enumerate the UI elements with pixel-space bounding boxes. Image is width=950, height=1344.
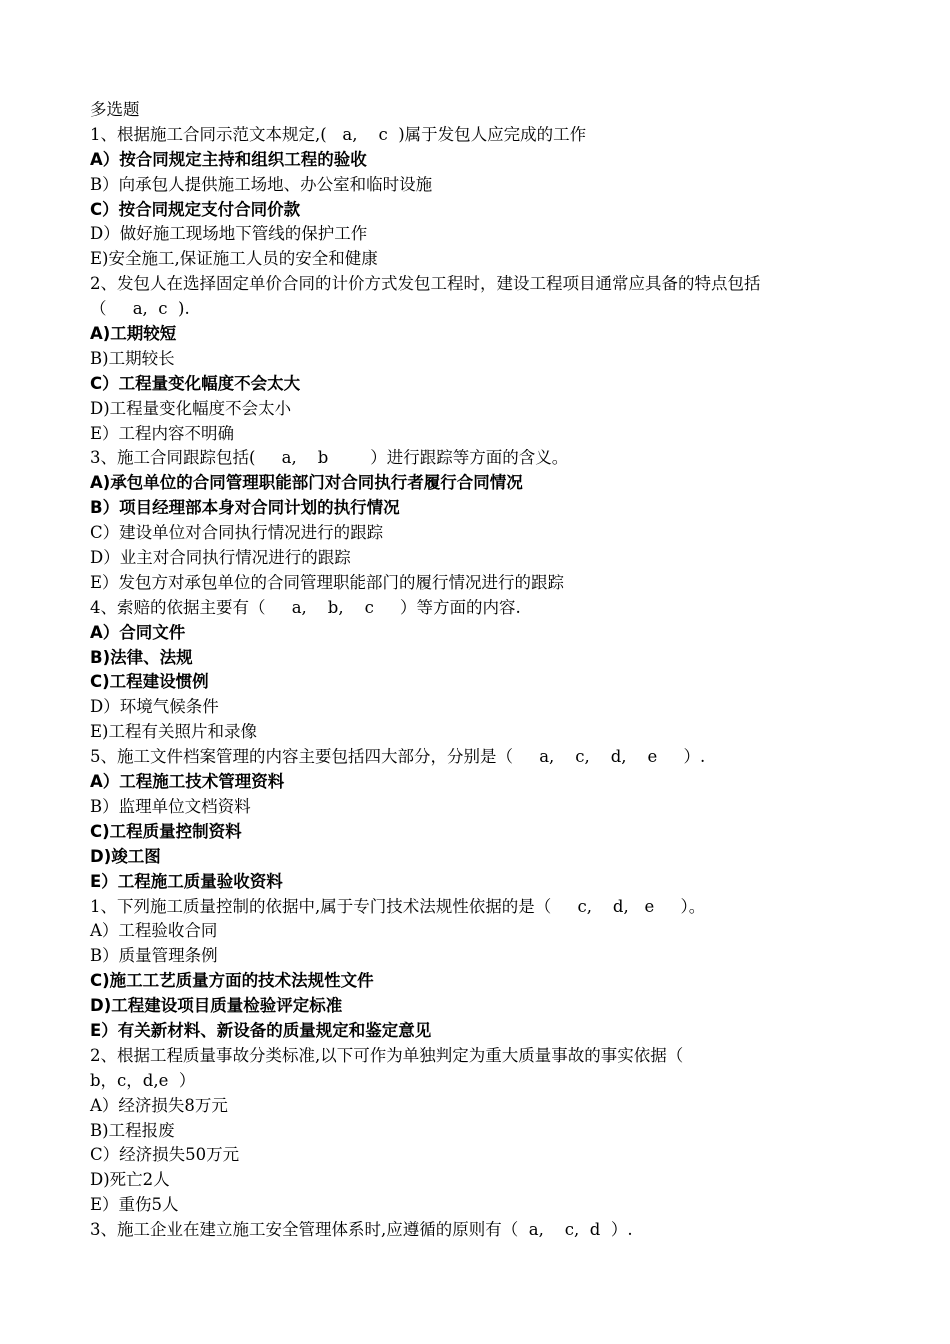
question-text: 4、索赔的依据主要有（ a, b, c ）等方面的内容. <box>90 597 521 617</box>
answer-option: B）质量管理条例 <box>90 946 218 966</box>
question-text: 1、下列施工质量控制的依据中,属于专门技术法规性依据的是（ c, d, e ）。 <box>90 896 706 916</box>
answer-option: C）工程量变化幅度不会太大 <box>90 373 301 393</box>
answer-option: D）环境气候条件 <box>90 697 219 717</box>
answer-option: C）经济损失50万元 <box>90 1145 240 1165</box>
answer-option: D）业主对合同执行情况进行的跟踪 <box>90 548 351 568</box>
question-text: 2、发包人在选择固定单价合同的计价方式发包工程时，建设工程项目通常应具备的特点包括 <box>90 274 761 294</box>
answer-option: A）经济损失8万元 <box>90 1095 228 1115</box>
answer-option: B）项目经理部本身对合同计划的执行情况 <box>90 498 400 518</box>
answer-option: D)死亡2人 <box>90 1170 170 1190</box>
section-heading: 多选题 <box>90 100 140 119</box>
answer-option: D)竣工图 <box>90 846 161 866</box>
answer-option: A）工程验收合同 <box>90 921 218 941</box>
answer-option: E）重伤5人 <box>90 1195 179 1215</box>
document-body <box>90 98 890 1243</box>
answer-option: A）按合同规定主持和组织工程的验收 <box>90 149 367 169</box>
question-text: 2、根据工程质量事故分类标准,以下可作为单独判定为重大质量事故的事实依据（ <box>90 1045 684 1065</box>
answer-option: A）工程施工技术管理资料 <box>90 772 285 792</box>
question-text: 1、根据施工合同示范文本规定,( a, c )属于发包人应完成的工作 <box>90 124 587 144</box>
answer-option: E)工程有关照片和录像 <box>90 722 257 742</box>
answer-option: B）监理单位文档资料 <box>90 796 251 816</box>
answer-option: C）建设单位对合同执行情况进行的跟踪 <box>90 523 384 543</box>
answer-option: D）做好施工现场地下管线的保护工作 <box>90 224 368 244</box>
answer-option: E）发包方对承包单位的合同管理职能部门的履行情况进行的跟踪 <box>90 572 565 592</box>
answer-option: A)工期较短 <box>90 324 177 344</box>
answer-option: B)法律、法规 <box>90 647 193 667</box>
answer-option: E）工程施工质量验收资料 <box>90 871 283 891</box>
question-text: b，c，d,e ） <box>90 1070 196 1090</box>
answer-option: C）按合同规定支付合同价款 <box>90 199 301 219</box>
question-text: （ a, c ). <box>90 299 190 319</box>
answer-option: B)工程报废 <box>90 1120 175 1140</box>
answer-option: E）有关新材料、新设备的质量规定和鉴定意见 <box>90 1020 432 1040</box>
answer-option: C)工程质量控制资料 <box>90 821 242 841</box>
answer-option: B）向承包人提供施工场地、办公室和临时设施 <box>90 174 433 194</box>
answer-option: D)工程量变化幅度不会太小 <box>90 398 292 418</box>
answer-option: A)承包单位的合同管理职能部门对合同执行者履行合同情况 <box>90 473 523 493</box>
answer-option: C)施工工艺质量方面的技术法规性文件 <box>90 971 374 991</box>
answer-option: B)工期较长 <box>90 348 175 368</box>
question-text: 5、施工文件档案管理的内容主要包括四大部分，分别是（ a, c, d, e ）. <box>90 747 706 767</box>
answer-option: A）合同文件 <box>90 622 186 642</box>
question-text: 3、施工企业在建立施工安全管理体系时,应遵循的原则有（ a, c, d ）. <box>90 1220 633 1240</box>
answer-option: E）工程内容不明确 <box>90 423 235 443</box>
question-text: 3、施工合同跟踪包括( a, b ）进行跟踪等方面的含义。 <box>90 448 569 468</box>
answer-option: C)工程建设惯例 <box>90 672 209 692</box>
answer-option: D)工程建设项目质量检验评定标准 <box>90 996 343 1016</box>
answer-option: E)安全施工,保证施工人员的安全和健康 <box>90 249 378 269</box>
